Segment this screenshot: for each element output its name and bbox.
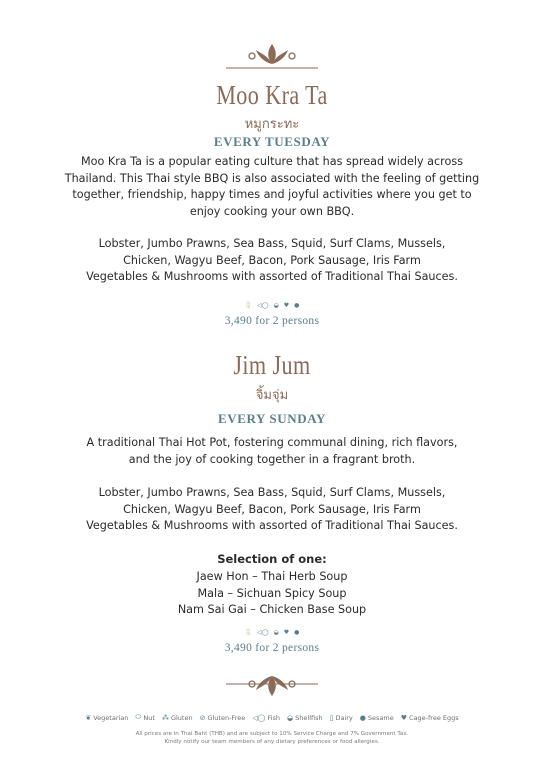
gluten-icon: ⁂ xyxy=(161,713,169,722)
section-1-thai-name: หมูกระทะ xyxy=(244,117,300,132)
sesame-icon: ● xyxy=(294,302,300,309)
sesame-icon: ● xyxy=(294,629,300,636)
selection-list xyxy=(0,569,544,619)
section-2-description xyxy=(0,435,544,468)
shellfish-icon: ◒ xyxy=(273,302,279,309)
bottom-ornament xyxy=(0,670,544,698)
lotus-ornament-icon xyxy=(226,42,318,72)
legend-label: Gluten xyxy=(170,713,193,722)
legend-label: Sesame xyxy=(367,713,394,722)
legend-label: Dairy xyxy=(335,713,353,722)
legend-item xyxy=(360,713,394,722)
cage-free-eggs-icon: ♥ xyxy=(400,713,408,722)
section-2-dietary-icons xyxy=(0,629,544,637)
legend-item xyxy=(252,713,280,722)
shellfish-icon: ◒ xyxy=(273,629,279,636)
cage-free-eggs-icon: ♥ xyxy=(283,302,290,309)
lotus-ornament-icon xyxy=(226,670,318,698)
cage-free-eggs-icon: ♥ xyxy=(283,629,290,636)
description-line: and the joy of cooking together in a fragrant broth. xyxy=(128,452,416,466)
vegetarian-icon: ❦ xyxy=(85,713,92,722)
selection-item: Jaew Hon – Thai Herb Soup xyxy=(196,570,348,583)
legend-label: Fish xyxy=(267,713,281,722)
description-line: Moo Kra Ta is a popular eating culture that has spread widely across xyxy=(80,155,464,168)
dairy-icon: 🥛 xyxy=(244,629,253,636)
footnote-allergies: Kindly notify our team members of any dietary preferences or food allergies. xyxy=(164,738,380,745)
shellfish-icon: ◒ xyxy=(287,713,294,722)
selection-heading: Selection of one: xyxy=(217,552,327,566)
ingredients-line: Chicken, Wagyu Beef, Bacon, Pork Sausage, Iris Farm xyxy=(123,502,421,516)
legend-label: Vegetarian xyxy=(93,713,129,722)
ingredients-line: Vegetables & Mushrooms with assorted of Traditional Thai Sauces. xyxy=(86,519,458,532)
legend-item xyxy=(85,713,128,722)
section-2-thai-name: จิ้มจุ่ม xyxy=(255,388,289,403)
footnote xyxy=(0,731,544,746)
section-2-schedule: EVERY SUNDAY xyxy=(218,411,326,426)
ingredients-line: Chicken, Wagyu Beef, Bacon, Pork Sausage, Iris Farm xyxy=(123,253,421,267)
section-2-title: Jim Jum xyxy=(233,350,311,380)
dairy-icon: 🥛 xyxy=(244,302,253,309)
fish-icon: ◁◯ xyxy=(257,629,269,636)
dietary-legend xyxy=(0,713,544,722)
gluten-free-icon: ⊘ xyxy=(199,713,206,722)
fish-icon: ◁◯ xyxy=(257,302,269,309)
section-1-title: Moo Kra Ta xyxy=(216,80,328,110)
legend-label: Shellfish xyxy=(295,713,323,722)
legend-item xyxy=(135,713,155,722)
legend-label: Gluten-Free xyxy=(207,713,246,722)
selection-item: Mala – Sichuan Spicy Soup xyxy=(197,586,347,600)
section-2-price: 3,490 for 2 persons xyxy=(224,642,320,654)
legend-item xyxy=(287,713,323,722)
top-ornament xyxy=(0,42,544,72)
legend-label: Nut xyxy=(143,713,155,722)
nut-icon: ⬭ xyxy=(135,713,142,721)
section-1-schedule: EVERY TUESDAY xyxy=(213,134,331,149)
section-2-ingredients xyxy=(0,485,544,535)
section-1-ingredients xyxy=(0,236,544,286)
section-1-price: 3,490 for 2 persons xyxy=(224,315,320,327)
ingredients-line: Vegetables & Mushrooms with assorted of Traditional Thai Sauces. xyxy=(86,270,458,283)
legend-label: Cage-free Eggs xyxy=(409,713,459,722)
description-line: Thailand. This Thai style BBQ is also associated with the feeling of getting xyxy=(64,171,480,185)
description-line: A traditional Thai Hot Pot, fostering communal dining, rich flavors, xyxy=(86,436,458,449)
fish-icon: ◁◯ xyxy=(252,713,266,722)
legend-item xyxy=(401,713,459,722)
ingredients-line: Lobster, Jumbo Prawns, Sea Bass, Squid, Surf Clams, Mussels, xyxy=(98,237,446,250)
ingredients-line: Lobster, Jumbo Prawns, Sea Bass, Squid, Surf Clams, Mussels, xyxy=(98,486,446,499)
footnote-prices: All prices are in Thai Baht (THB) and are subject to 10% Service Charge and 7% Government Tax. xyxy=(135,731,409,737)
section-1-description xyxy=(0,154,544,220)
description-line: enjoy cooking your own BBQ. xyxy=(189,204,355,218)
section-1-dietary-icons xyxy=(0,302,544,310)
description-line: together, friendship, happy times and joyful activities where you get to xyxy=(72,188,472,201)
legend-item xyxy=(162,713,193,722)
legend-item xyxy=(330,713,353,722)
sesame-icon: ● xyxy=(359,713,366,722)
selection-item: Nam Sai Gai – Chicken Base Soup xyxy=(177,603,367,616)
legend-item xyxy=(200,713,246,722)
dairy-icon: ▯ xyxy=(329,713,334,722)
